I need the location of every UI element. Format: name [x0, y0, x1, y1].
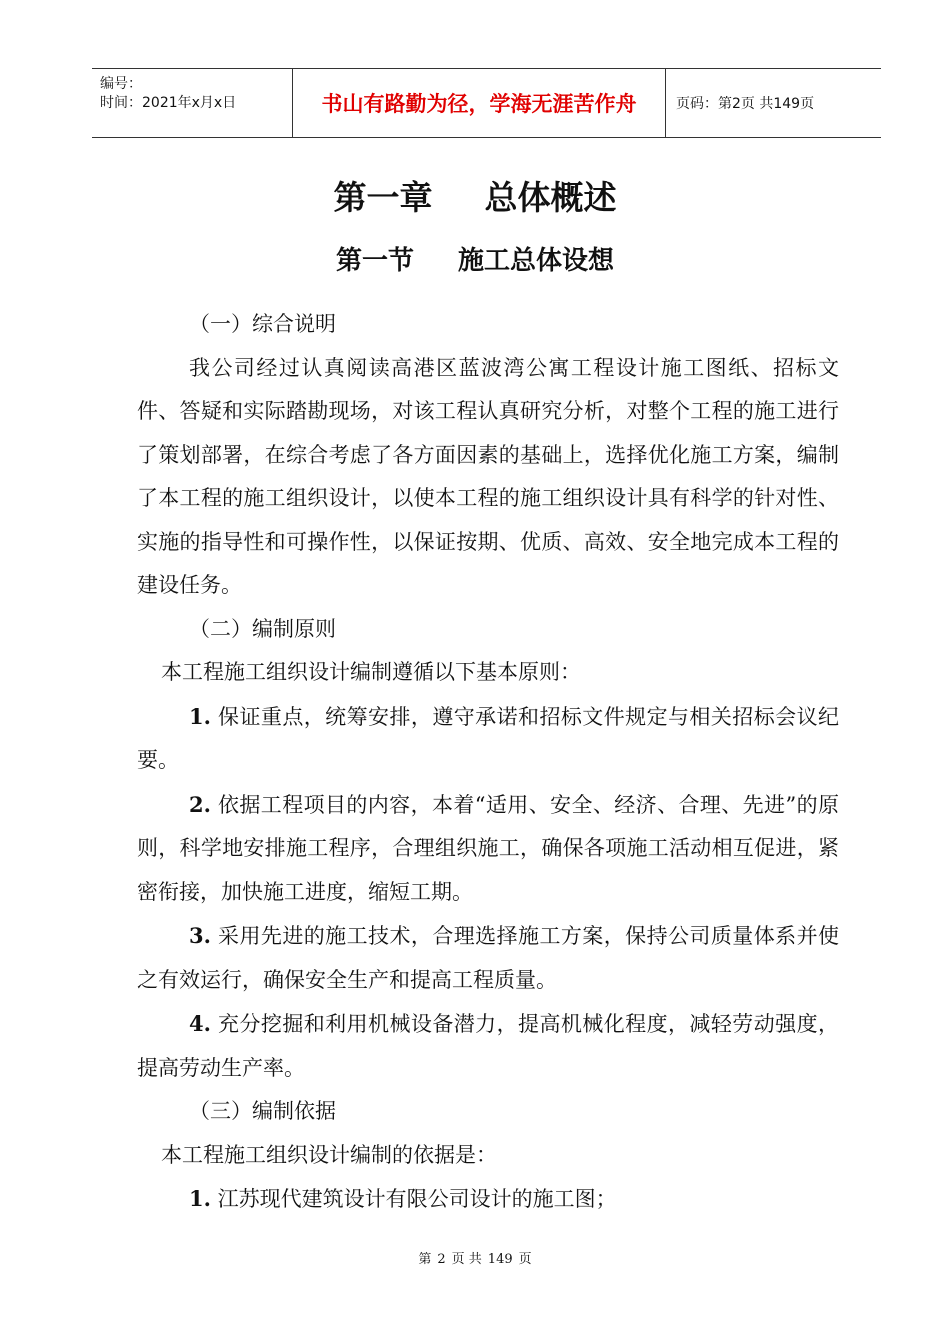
header-page-info: 页码：第2页 共149页 [676, 96, 815, 112]
list-item [137, 914, 839, 1002]
paragraph-principles-intro: 本工程施工组织设计编制遵循以下基本原则： [161, 660, 581, 684]
list-number: 3. [189, 923, 211, 948]
list-number: 1. [189, 1186, 211, 1211]
document-body [137, 303, 839, 1222]
footer-page-number: 2 [437, 1252, 446, 1267]
subheading-overview: （一）综合说明 [189, 312, 336, 336]
list-item [137, 1177, 839, 1222]
footer-prefix: 第 [418, 1252, 432, 1267]
list-text: 保证重点，统筹安排，遵守承诺和招标文件规定与相关招标会议纪要。 [137, 704, 839, 772]
chapter-title: 总体概述 [484, 178, 617, 217]
document-time: 时间：2021年x月x日 [100, 95, 237, 111]
list-number: 4. [189, 1011, 211, 1036]
list-item [137, 783, 839, 915]
list-text: 采用先进的施工技术，合理选择施工方案，保持公司质量体系并使之有效运行，确保安全生产和提高工程质量。 [137, 924, 839, 992]
section-label: 第一节 [335, 246, 414, 276]
page-footer [0, 1248, 950, 1267]
header-motto: 书山有路勤为径，学海无涯苦作舟 [292, 69, 666, 137]
footer-mid: 页 共 [451, 1252, 482, 1267]
list-text: 江苏现代建筑设计有限公司设计的施工图； [217, 1187, 617, 1211]
footer-suffix: 页 [518, 1252, 532, 1267]
section-title: 施工总体设想 [458, 246, 615, 276]
list-number: 1. [189, 703, 211, 729]
footer-total-pages: 149 [487, 1252, 513, 1267]
document-number: 编号： [100, 76, 142, 92]
chapter-heading [0, 172, 950, 219]
list-item [137, 1002, 839, 1090]
paragraph-overview: 我公司经过认真阅读高港区蓝波湾公寓工程设计施工图纸、招标文件、答疑和实际踏勘现场，对该工程认真研究分析，对整个工程的施工进行了策划部署，在综合考虑了各方面因素的基础上，选择优化施工方案，编制了本工程的施工组织设计，以使本工程的施工组织设计具有科学的针对性、实施的指导性和可操作性，以保证按期、优质、高效、安全地完成本工程的建设任务。 [137, 355, 839, 597]
subheading-principles: （二）编制原则 [189, 616, 336, 641]
list-number: 2. [189, 791, 211, 817]
page-header [92, 68, 881, 138]
subheading-basis: （三）编制依据 [189, 1099, 336, 1123]
paragraph-basis-intro: 本工程施工组织设计编制的依据是： [161, 1142, 497, 1167]
list-text: 充分挖掘和利用机械设备潜力，提高机械化程度，减轻劳动强度，提高劳动生产率。 [137, 1012, 839, 1080]
chapter-label: 第一章 [333, 178, 433, 217]
list-text: 依据工程项目的内容，本着“适用、安全、经济、合理、先进”的原则，科学地安排施工程序，合理组织施工，确保各项施工活动相互促进，紧密衔接，加快施工进度，缩短工期。 [137, 792, 839, 904]
header-meta [92, 69, 292, 137]
list-item [137, 695, 839, 783]
section-heading [0, 240, 950, 277]
